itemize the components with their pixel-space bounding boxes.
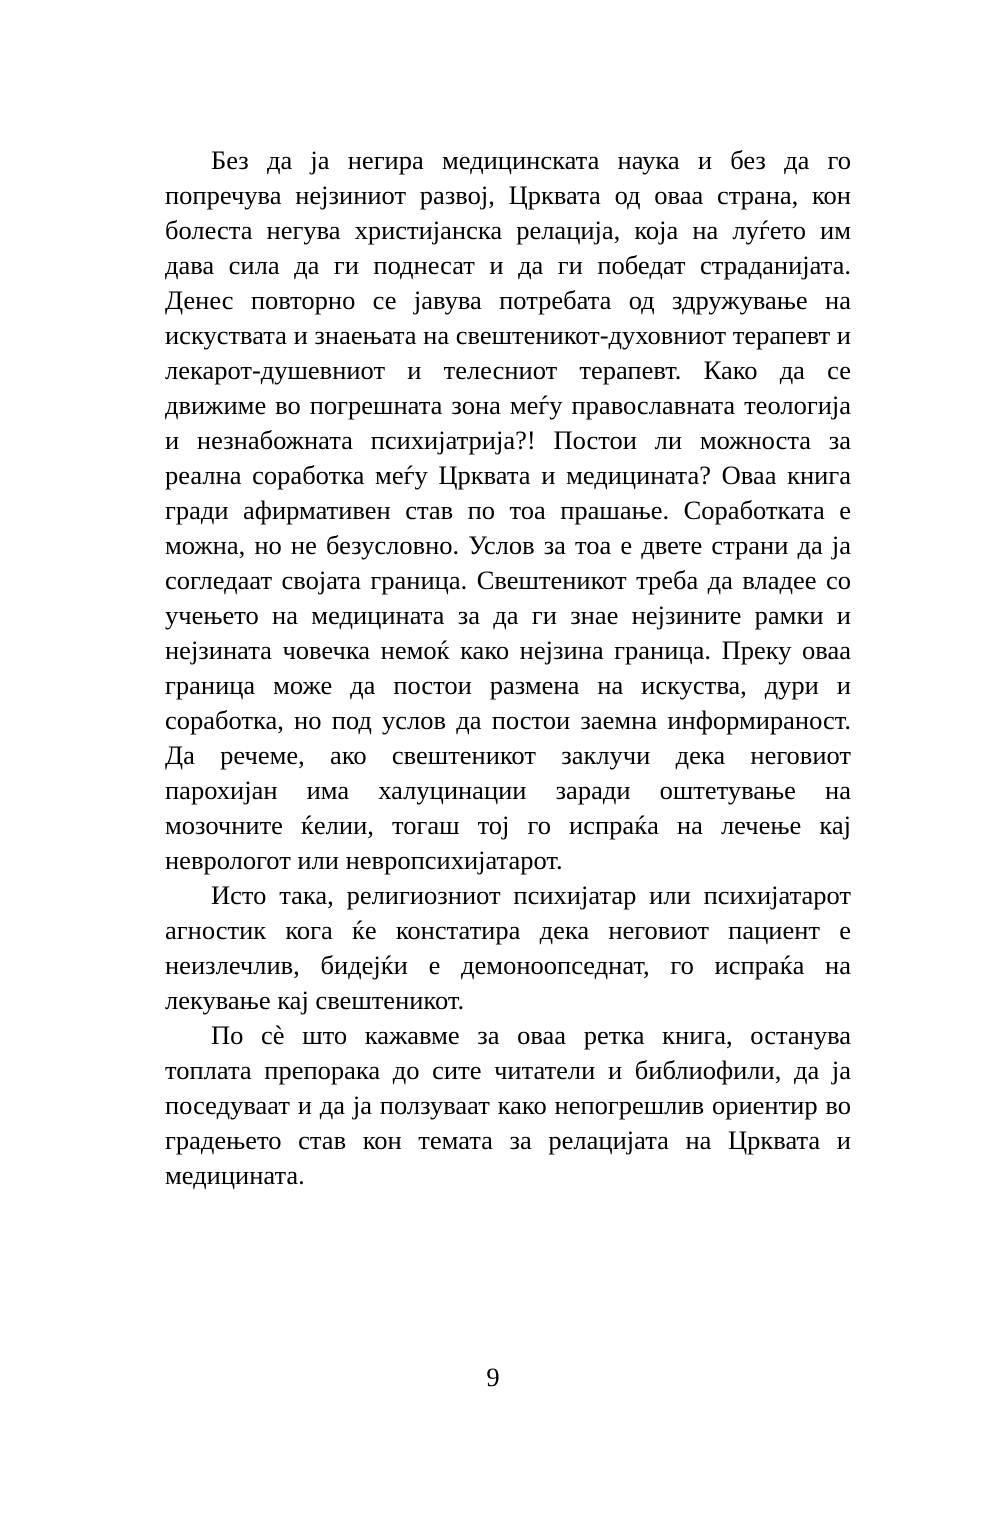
paragraph-3: По сè што кажавме за оваа ретка книга, останува топлата препорака до сите читатели и библиофили, да ја поседуваат и да ја ползуваат како непогрешлив ориентир во градењето став кон темата за релацијата на Црквата и медицината. xyxy=(165,1020,851,1190)
body-text-block xyxy=(165,143,851,1193)
paragraph-1: Без да ја негира медицинската наука и без да го попречува нејзиниот развој, Црквата од оваа страна, кон болеста негува христијанска релација, која на луѓето им дава сила да ги поднесат и да ги победат страданијата. Денес повторно се јавува потребата од здружување на искуствата и знаењата на свештеникот-духовниот терапевт и лекарот-душевниот и телесниот терапевт. Како да се движиме во погрешната зона меѓу православната теологија и незнабожната психијатрија?! Постои ли можноста за реална соработка меѓу Црквата и медицината? Оваа книга гради афирмативен став по тоа прашање. Соработката е можна, но не безусловно. Услов за тоа е двете страни да ја согледаат својата граница. Свештеникот треба да владее со учењето на медицината за да ги знае нејзините рамки и нејзината човечка немоќ како нејзина граница. Преку оваа граница може да постои размена на искуства, дури и соработка, но под услов да постои заемна информираност. Да речеме, ако свештеникот заклучи дека неговиот парохијан има халуцинации заради оштетување на мозочните ќелии, тогаш тој го испраќа на лечење кај неврологот или невропсихијатарот. xyxy=(165,145,851,875)
paragraph-2: Исто така, религиозниот психијатар или психијатарот агностик кога ќе констатира дека неговиот пациент е неизлечлив, бидејќи е демоноопседнат, го испраќа на лекување кај свештеникот. xyxy=(165,880,851,1015)
page-number: 9 xyxy=(486,1362,500,1392)
